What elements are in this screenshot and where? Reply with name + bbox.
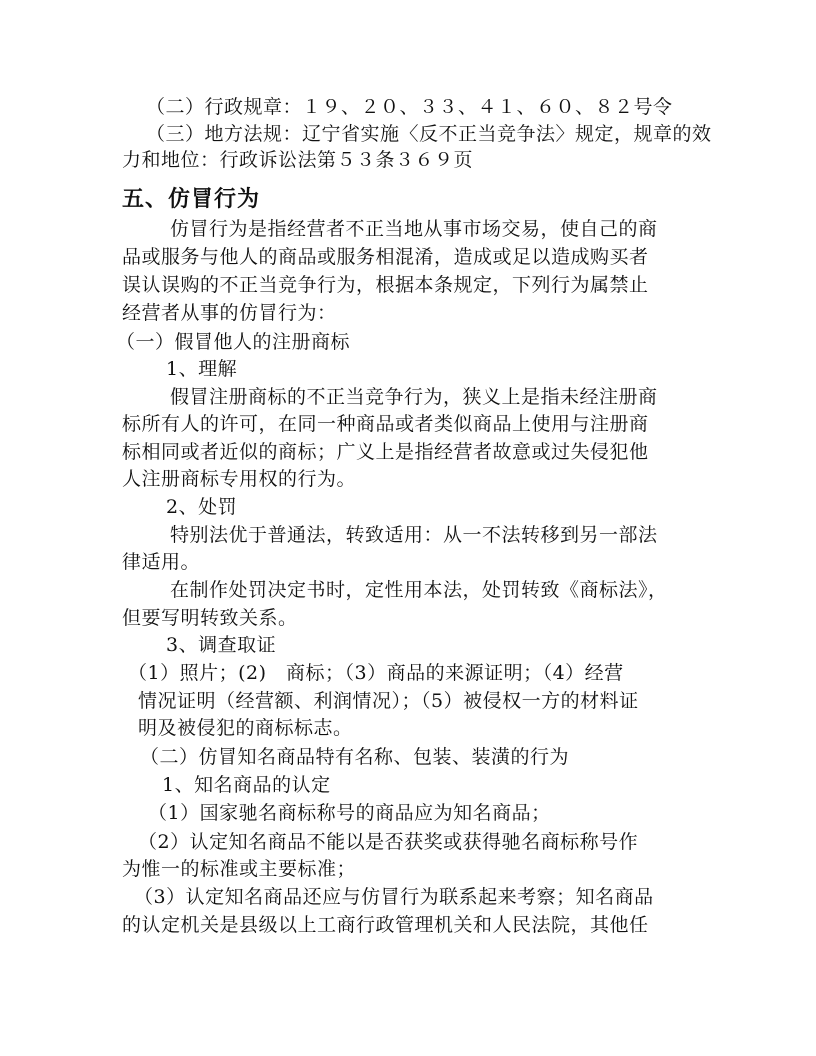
item-heading: 1、理解: [166, 358, 238, 380]
subsection-heading: （二）仿冒知名商品特有名称、包装、装潢的行为: [140, 746, 570, 768]
paragraph-line: 标相同或者近似的商标；广义上是指经营者故意或过失侵犯他: [122, 441, 649, 463]
paragraph-line: 误认误购的不正当竞争行为，根据本条规定，下列行为属禁止: [122, 274, 649, 296]
criteria-line: （2）认定知名商品不能以是否获奖或获得驰名商标称号作: [138, 831, 639, 853]
item-heading: 2、处罚: [166, 496, 238, 518]
paragraph-line: 人注册商标专用权的行为。: [122, 468, 357, 490]
item-heading: 3、调查取证: [166, 634, 277, 656]
item-heading: 1、知名商品的认定: [162, 774, 331, 796]
paragraph-line: 但要写明转致关系。: [122, 607, 298, 629]
paragraph-line: 标所有人的许可，在同一种商品或者类似商品上使用与注册商: [122, 413, 649, 435]
local-regulation-line: （三）地方法规：辽宁省实施〈反不正当竞争法〉规定，规章的效: [146, 123, 712, 145]
evidence-list-line: 明及被侵犯的商标标志。: [138, 717, 353, 739]
evidence-list-line: 情况证明（经营额、利润情况）；（5）被侵权一方的材料证: [138, 690, 639, 712]
paragraph-line: 假冒注册商标的不正当竞争行为，狭义上是指未经注册商: [170, 386, 658, 408]
subsection-heading: （一）假冒他人的注册商标: [116, 331, 351, 353]
criteria-line: 的认定机关是县级以上工商行政管理机关和人民法院，其他任: [122, 914, 649, 936]
paragraph-line: 仿冒行为是指经营者不正当地从事市场交易，使自己的商: [170, 218, 658, 240]
evidence-list-line: （1）照片；(2) 商标；（3）商品的来源证明；（4）经营: [128, 662, 624, 684]
criteria-line: （3）认定知名商品还应与仿冒行为联系起来考察；知名商品: [134, 886, 654, 908]
paragraph-line: 特别法优于普通法，转致适用：从一不法转移到另一部法: [170, 524, 658, 546]
section-heading: 五、仿冒行为: [122, 186, 261, 212]
local-regulation-line-continued: 力和地位：行政诉讼法第５３条３６９页: [122, 149, 474, 171]
criteria-line: 为惟一的标准或主要标准；: [122, 858, 357, 880]
paragraph-line: 品或服务与他人的商品或服务相混淆，造成或足以造成购买者: [122, 246, 649, 268]
criteria-line: （1）国家驰名商标称号的商品应为知名商品；: [148, 802, 551, 824]
paragraph-line: 律适用。: [122, 551, 201, 573]
paragraph-line: 在制作处罚决定书时，定性用本法，处罚转致《商标法》，: [170, 579, 668, 601]
paragraph-line: 经营者从事的仿冒行为：: [122, 302, 337, 324]
regulation-line: （二）行政规章：１９、２０、３３、４１、６０、８２号令: [146, 96, 673, 118]
